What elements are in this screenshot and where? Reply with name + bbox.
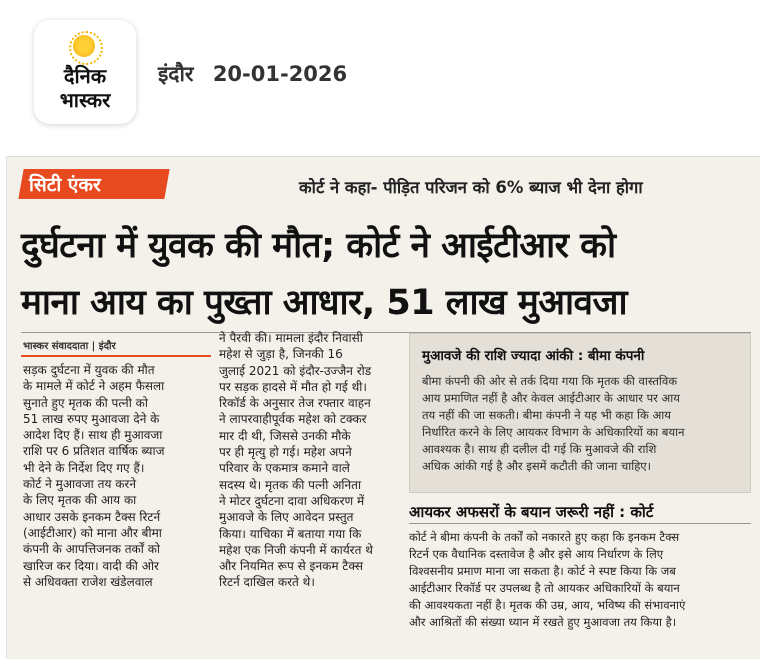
sun-icon [73, 35, 95, 57]
section-tag: सिटी एंकर [29, 174, 101, 196]
logo-line2: भास्कर [59, 88, 111, 112]
city-label: इंदौर [158, 62, 194, 86]
headline-line2: माना आय का पुख्ता आधार, 51 लाख मुआवजा [21, 283, 628, 323]
court-ruling-divider [409, 523, 751, 524]
newspaper-clipping [6, 156, 760, 659]
court-ruling-body: कोर्ट ने बीमा कंपनी के तर्कों को नकारते हुए कहा कि इनकम टैक्स रिटर्न एक वैधानिक दस्तावेज है और इसे आय निर्धारण के लिए विश्वसनीय प्रमाण माना जा सकता है। कोर्ट ने स्पष्ट किया कि जब आईटीआर रिकॉर्ड पर उपलब्ध है तो आयकर अधिकारियों के बयान की आवश्यकता नहीं है। मृतक की उम्र, आय, भविष्य की संभावनाएं और आश्रितों की संख्या ध्यान में रखते हुए मुआवजा तय किया है। [409, 530, 686, 629]
dateline [158, 60, 347, 88]
app-header [0, 0, 768, 150]
edition-date: 20-01-2026 [212, 62, 348, 86]
insurance-claim-box [409, 333, 751, 493]
headline-line1: दुर्घटना में युवक की मौत; कोर्ट ने आईटीआर को [21, 226, 616, 266]
byline: भास्कर संवाददाता | इंदौर [23, 341, 116, 352]
court-ruling-title: आयकर अफसरों के बयान जरूरी नहीं : कोर्ट [409, 503, 654, 521]
insurance-box-body: बीमा कंपनी की ओर से तर्क दिया गया कि मृतक की वास्तविक आय प्रमाणित नहीं है और केवल आईटीआर के आधार पर आय तय नहीं की जा सकती। बीमा कंपनी ने यह भी कहा कि आय निर्धारित करने के लिए आयकर विभाग के अधिकारियों का बयान आवश्यक है। साथ ही दलील दी गई कि मुआवजे की राशि अधिक आंकी गई है और इसमें कटौती की जाना चाहिए। [422, 374, 685, 473]
logo-line1: दैनिक [63, 64, 107, 88]
dainik-bhaskar-logo[interactable] [34, 20, 136, 124]
article-column-1: सड़क दुर्घटना में युवक की मौत के मामले में कोर्ट ने अहम फैसला सुनाते हुए मृतक की पत्नी को 51 लाख रुपए मुआवजा देने के आदेश दिए हैं। साथ ही मुआवजा राशि पर 6 प्रतिशत वार्षिक ब्याज भी देने के निर्देश दिए गए हैं। कोर्ट ने मुआवजा तय करने के लिए मृतक की आय का आधार उसके इनकम टैक्स रिटर्न (आईटीआर) को माना और बीमा कंपनी के आपत्तिजनक तर्कों को खारिज कर दिया। वादी की ओर से अधिवक्ता राजेश खंडेलवाल [23, 363, 165, 589]
insurance-box-title: मुआवजे की राशि ज्यादा आंकी : बीमा कंपनी [422, 348, 645, 364]
article-column-2: ने पैरवी की। मामला इंदौर निवासी महेश से जुड़ा है, जिनकी 16 जुलाई 2021 को इंदौर-उज्जैन रोड पर सड़क हादसे में मौत हो गई थी। रिकॉर्ड के अनुसार तेज रफ्तार वाहन ने लापरवाहीपूर्वक महेश को टक्कर मार दी थी, जिससे उनकी मौके पर ही मृत्यु हो गई। महेश अपने परिवार के एकमात्र कमाने वाले सदस्य थे। मृतक की पत्नी अनिता ने मोटर दुर्घटना दावा अधिकरण में मुआवजे के लिए आवेदन प्रस्तुत किया। याचिका में बताया गया कि महेश एक निजी कंपनी में कार्यरत थे और नियमित रूप से इनकम टैक्स रिटर्न दाखिल करते थे। [219, 331, 373, 590]
byline-divider [21, 355, 211, 357]
kicker: कोर्ट ने कहा- पीड़ित परिजन को 6% ब्याज भी देना होगा [299, 178, 643, 197]
